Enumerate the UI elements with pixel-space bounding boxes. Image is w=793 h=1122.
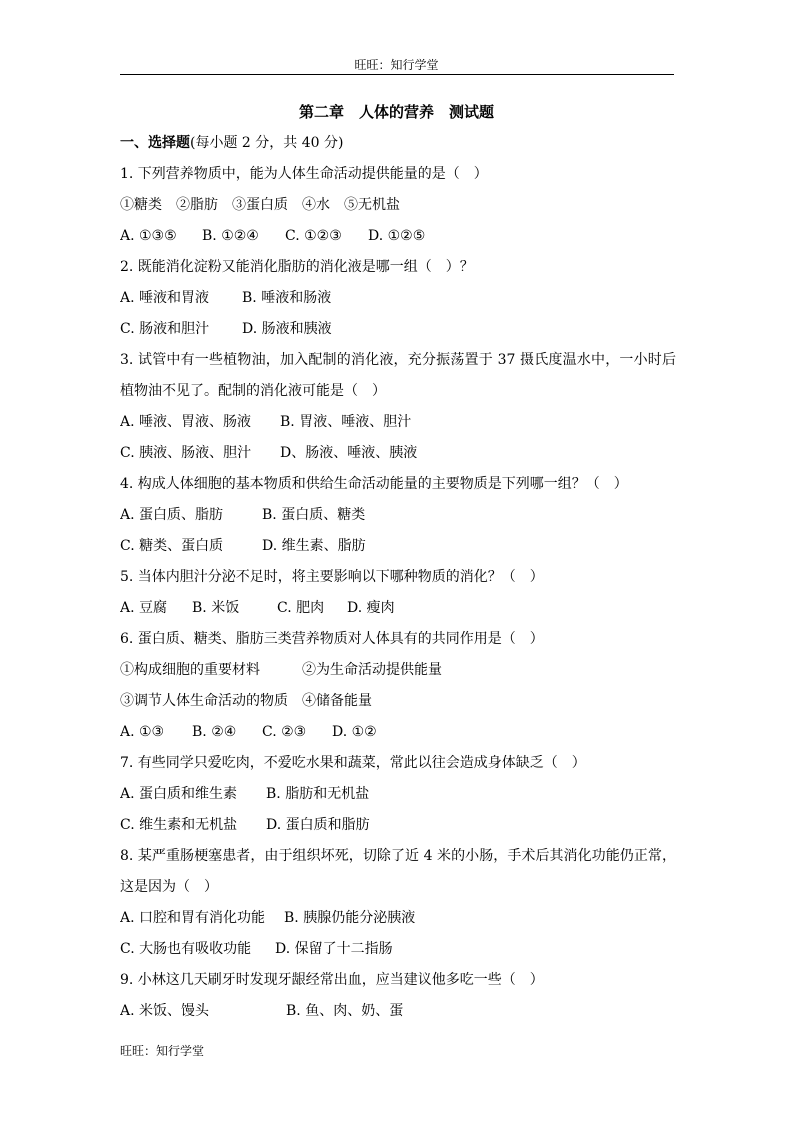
- option-c: C. ①②③: [285, 228, 342, 244]
- question-3-options-row1: [120, 407, 676, 438]
- question-6-items-row1: [120, 655, 676, 686]
- section-note: (每小题 2 分，共 40 分): [190, 135, 344, 151]
- option-d: D. 蛋白质和脂肪: [266, 817, 370, 833]
- section-label: 一、选择题: [120, 135, 190, 151]
- item-2: ②为生命活动提供能量: [302, 662, 442, 678]
- item-3: ③调节人体生命活动的物质: [120, 693, 288, 709]
- option-a: A. 口腔和胃有消化功能: [120, 910, 266, 926]
- option-b: B. 胃液、唾液、胆汁: [280, 414, 412, 430]
- option-d: D、肠液、唾液、胰液: [280, 445, 418, 461]
- option-b: B. 胰腺仍能分泌胰液: [284, 910, 416, 926]
- section-heading: [120, 128, 676, 159]
- question-7-stem: 7. 有些同学只爱吃肉，不爱吃水果和蔬菜，常此以往会造成身体缺乏（ ）: [120, 755, 586, 771]
- question-8-options-row1: [120, 903, 676, 934]
- question-7-options-row2: [120, 810, 676, 841]
- option-c: C. 胰液、肠液、胆汁: [120, 445, 252, 461]
- question-1-items: ①糖类 ②脂肪 ③蛋白质 ④水 ⑤无机盐: [120, 197, 400, 213]
- option-c: C. 肥肉: [277, 600, 325, 616]
- option-d: D. 保留了十二指肠: [275, 941, 393, 957]
- question-list: [120, 128, 676, 1027]
- question-4-options-row2: [120, 531, 676, 562]
- question-8-stem: 8. 某严重肠梗塞患者，由于组织坏死，切除了近 4 米的小肠，手术后其消化功能仍正常，这是因为（ ）: [120, 848, 676, 895]
- option-a: A. 唾液、胃液、肠液: [120, 414, 252, 430]
- option-d: D. 肠液和胰液: [242, 321, 332, 337]
- question-5-options: [120, 593, 676, 624]
- option-a: A. 米饭、馒头: [120, 1003, 210, 1019]
- option-b: B. 鱼、肉、奶、蛋: [286, 1003, 404, 1019]
- question-2-options-row2: [120, 314, 676, 345]
- option-a: A. 蛋白质、脂肪: [120, 507, 224, 523]
- option-c: C. 肠液和胆汁: [120, 321, 210, 337]
- question-8-options-row2: [120, 934, 676, 965]
- question-4-options-row1: [120, 500, 676, 531]
- option-a: A. 唾液和胃液: [120, 290, 210, 306]
- page-header-text: 旺旺：知行学堂: [354, 58, 439, 72]
- item-1: ①构成细胞的重要材料: [120, 662, 260, 678]
- question-6-items-row2: [120, 686, 676, 717]
- question-3-options-row2: [120, 438, 676, 469]
- option-b: B. ②④: [192, 724, 237, 740]
- option-c: C. ②③: [262, 724, 307, 740]
- header-divider: [120, 74, 674, 75]
- question-9-options-row1: [120, 996, 676, 1027]
- option-b: B. 唾液和肠液: [242, 290, 332, 306]
- option-c: C. 大肠也有吸收功能: [120, 941, 252, 957]
- option-d: D. ①②⑤: [368, 228, 426, 244]
- option-a: A. ①③: [120, 724, 165, 740]
- option-d: D. ①②: [332, 724, 377, 740]
- question-6-stem: 6. 蛋白质、糖类、脂肪三类营养物质对人体具有的共同作用是（ ）: [120, 631, 544, 647]
- question-4-stem: 4. 构成人体细胞的基本物质和供给生命活动能量的主要物质是下列哪一组？（ ）: [120, 476, 628, 492]
- question-1-options: [120, 221, 676, 252]
- option-c: C. 糖类、蛋白质: [120, 538, 224, 554]
- page-footer-text: 旺旺：知行学堂: [120, 1044, 205, 1058]
- option-b: B. ①②④: [202, 228, 259, 244]
- question-7-options-row1: [120, 779, 676, 810]
- document-title: 第二章 人体的营养 测试题: [298, 103, 494, 121]
- option-a: A. ①③⑤: [120, 228, 177, 244]
- option-b: B. 脂肪和无机盐: [266, 786, 370, 802]
- option-d: D. 瘦肉: [347, 600, 395, 616]
- question-2-stem: 2. 既能消化淀粉又能消化脂肪的消化液是哪一组（ ）？: [120, 259, 474, 275]
- option-a: A. 豆腐: [120, 600, 168, 616]
- question-3-stem: 3. 试管中有一些植物油，加入配制的消化液，充分振荡置于 37 摄氏度温水中，一小时后植物油不见了。配制的消化液可能是（ ）: [120, 352, 676, 399]
- item-4: ④储备能量: [302, 693, 372, 709]
- question-1-stem: 1. 下列营养物质中，能为人体生命活动提供能量的是（ ）: [120, 166, 488, 182]
- option-b: B. 蛋白质、糖类: [262, 507, 366, 523]
- question-2-options-row1: [120, 283, 676, 314]
- question-5-stem: 5. 当体内胆汁分泌不足时，将主要影响以下哪种物质的消化？（ ）: [120, 569, 544, 585]
- question-9-stem: 9. 小林这几天刷牙时发现牙龈经常出血，应当建议他多吃一些（ ）: [120, 972, 544, 988]
- option-d: D. 维生素、脂肪: [262, 538, 366, 554]
- option-a: A. 蛋白质和维生素: [120, 786, 238, 802]
- option-c: C. 维生素和无机盐: [120, 817, 238, 833]
- question-6-options: [120, 717, 676, 748]
- option-b: B. 米饭: [192, 600, 240, 616]
